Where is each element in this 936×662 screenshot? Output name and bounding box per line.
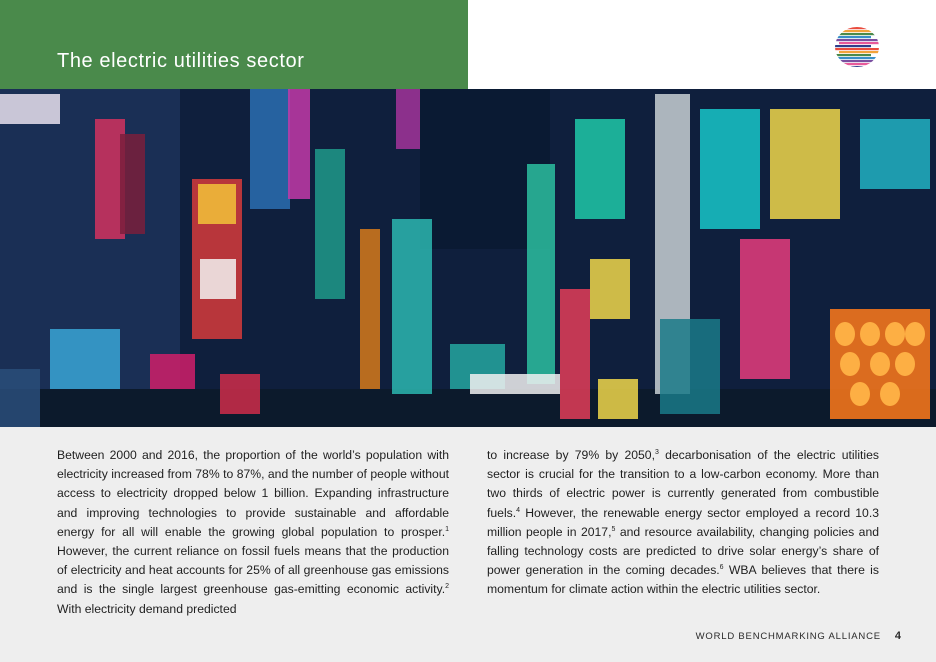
body-text-run: and resource availability, changing policies and falling technology costs are predicted to drive solar energy’s share of power generation in the coming decades. <box>487 524 879 578</box>
body-paragraph-left <box>57 446 449 619</box>
lantern <box>860 322 880 346</box>
neon-sign <box>860 119 930 189</box>
lantern <box>895 352 915 376</box>
neon-sign <box>396 89 420 149</box>
neon-sign <box>700 109 760 229</box>
wba-striped-globe-icon <box>833 25 881 69</box>
footer <box>696 630 901 642</box>
body-text-run: WBA believes that there is momentum for climate action within the electric utilities sector. <box>487 563 879 597</box>
neon-sign <box>315 149 345 299</box>
lantern <box>835 322 855 346</box>
header-band <box>0 0 468 89</box>
logo-stripe <box>839 51 879 53</box>
neon-city-street-photo <box>0 89 936 427</box>
neon-sign <box>770 109 840 219</box>
body-column-left <box>57 446 449 619</box>
neon-sign <box>120 134 145 234</box>
neon-sign <box>470 374 560 394</box>
lantern <box>880 382 900 406</box>
lantern <box>885 322 905 346</box>
neon-sign <box>360 229 380 389</box>
neon-sign <box>392 219 432 394</box>
logo-stripe <box>839 42 879 44</box>
neon-sign <box>220 374 260 414</box>
footnote-ref: 5 <box>611 525 616 533</box>
logo-stripe <box>839 33 879 35</box>
logo-stripe <box>835 66 879 68</box>
neon-sign <box>0 369 40 427</box>
logo-stripe <box>835 48 879 50</box>
neon-sign <box>288 89 310 199</box>
footnote-ref: 2 <box>445 583 449 591</box>
neon-sign <box>590 259 630 319</box>
neon-sign <box>50 329 120 389</box>
body-text-run: However, the renewable energy sector employed a record 10.3 million people in 2017, <box>487 505 879 539</box>
footnote-ref: 3 <box>654 448 659 456</box>
page-number: 4 <box>894 630 901 642</box>
logo-stripe <box>833 63 871 65</box>
footnote-ref: 6 <box>719 564 724 572</box>
neon-sign <box>150 354 195 389</box>
neon-sign <box>200 259 236 299</box>
logo-stripe <box>835 30 879 32</box>
body-text-run: to increase by 79% by 2050, <box>487 448 655 462</box>
lantern <box>840 352 860 376</box>
page-title: The electric utilities sector <box>57 50 305 72</box>
body-text-run: With electricity demand predicted <box>57 601 237 616</box>
logo-stripe <box>835 57 879 59</box>
neon-sign <box>527 164 555 384</box>
logo-stripe <box>833 27 871 29</box>
neon-sign <box>598 379 638 419</box>
neon-sign <box>0 94 60 124</box>
neon-sign <box>660 319 720 414</box>
footer-org: WORLD BENCHMARKING ALLIANCE <box>695 631 881 642</box>
logo-stripe <box>839 60 879 62</box>
body-text-run: Between 2000 and 2016, the proportion of the world’s population with electricity increased from 78% to 87%, and the number of people without access to electricity dropped below 1 billion. Expanding infrastructure and improving technologies to provide sustainable and affordable energy for all will enable the growing global population to prosper. <box>57 448 449 539</box>
neon-sign <box>740 239 790 379</box>
footnote-ref: 4 <box>516 506 521 514</box>
logo-stripe <box>833 45 871 47</box>
neon-sign <box>575 119 625 219</box>
body-column-right <box>487 446 879 600</box>
logo-stripe <box>835 39 879 41</box>
neon-sign <box>198 184 236 224</box>
body-text-run: However, the current reliance on fossil fuels means that the production of electricity and heat accounts for 25% of all greenhouse gas emissions and is the single largest greenhouse gas-emitting economic activity. <box>57 544 449 597</box>
neon-sign <box>560 289 590 419</box>
lantern <box>905 322 925 346</box>
logo-stripe <box>833 54 871 56</box>
neon-sign <box>250 89 290 209</box>
lantern <box>850 382 870 406</box>
body-paragraph-right <box>487 446 879 600</box>
logo-stripe <box>833 36 871 38</box>
footnote-ref: 1 <box>445 525 449 533</box>
lantern <box>870 352 890 376</box>
body-text-run: decarbonisation of the electric utilities sector is crucial for the transition to a low-carbon economy. More than two thirds of electric power is currently generated from combustible fuels. <box>487 448 879 520</box>
